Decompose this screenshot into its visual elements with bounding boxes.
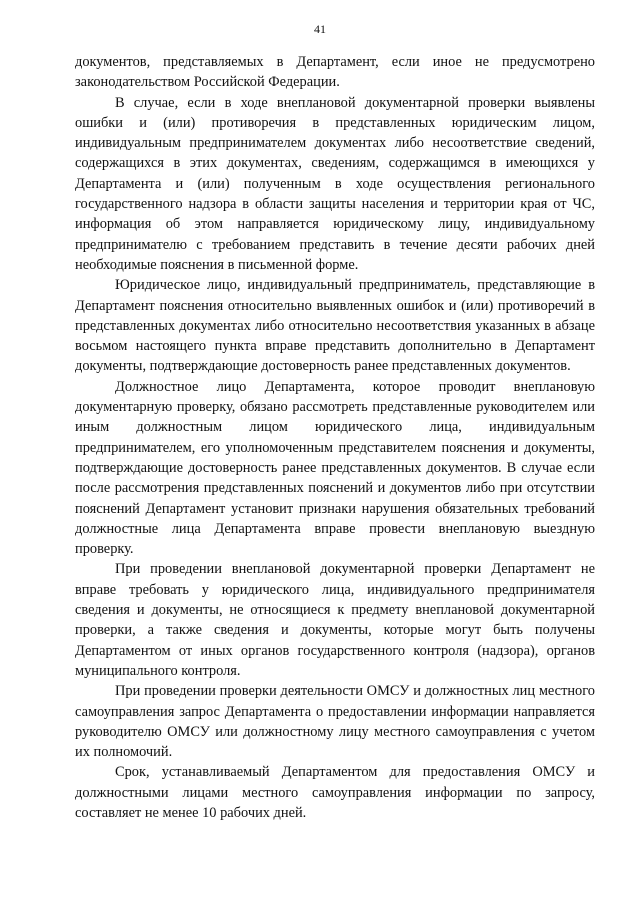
- paragraph-omsu-request: При проведении проверки деятельности ОМСУ и должностных лиц местного самоуправления запрос Департамента о предоставлении информации направляется руководителю ОМСУ или должностному лицу местного самоуправления с учетом их полномочий.: [75, 683, 595, 761]
- paragraph-restrictions: При проведении внеплановой документарной проверки Департамент не вправе требовать у юридического лица, индивидуального предпринимателя сведения и документы, не относящиеся к предмету внеплановой документарной проверки, а также сведения и документы, которые могут быть получены Департаментом от иных органов государственного контроля (надзора), органов муниципального контроля.: [75, 561, 595, 679]
- paragraph-official-review: Должностное лицо Департамента, которое проводит внеплановую документарную проверку, обязано рассмотреть представленные руководителем или иным должностным лицом юридического лица, индивидуальным предпринимателем, его уполномоченным представителем пояснения и документы, подтверждающие достоверность ранее представленных документов. В случае если после рассмотрения представленных пояснений и документов либо при отсутствии пояснений Департамент установит признаки нарушения обязательных требований должностные лица Департамента вправе провести внеплановую выездную проверку.: [75, 378, 595, 558]
- paragraph-continuation: документов, представляемых в Департамент, если иное не предусмотрено законодательством Российской Федерации.: [75, 54, 595, 91]
- paragraph-explanations: Юридическое лицо, индивидуальный предприниматель, представляющие в Департамент пояснения относительно выявленных ошибок и (или) противоречий в представленных документах либо относительно несоответствия указанных в абзаце восьмом настоящего пункта вправе представить дополнительно в Департамент документы, подтверждающие достоверность ранее представленных документов.: [75, 277, 595, 375]
- document-body: [75, 52, 595, 823]
- page-number: 41: [314, 22, 326, 36]
- paragraph-deadline: Срок, устанавливаемый Департаментом для предоставления ОМСУ и должностными лицами местного самоуправления информации по запросу, составляет не менее 10 рабочих дней.: [75, 764, 595, 821]
- paragraph-errors-found: В случае, если в ходе внеплановой документарной проверки выявлены ошибки и (или) противоречия в представленных юридическим лицом, индивидуальным предпринимателем документах либо несоответствие сведений, содержащихся в этих документах, сведениям, содержащимся в имеющихся у Департамента и (или) полученным в ходе осуществления регионального государственного надзора в области защиты населения и территории края от ЧС, информация об этом направляется юридическому лицу, индивидуальному предпринимателю с требованием представить в течение десяти рабочих дней необходимые пояснения в письменной форме.: [75, 94, 595, 273]
